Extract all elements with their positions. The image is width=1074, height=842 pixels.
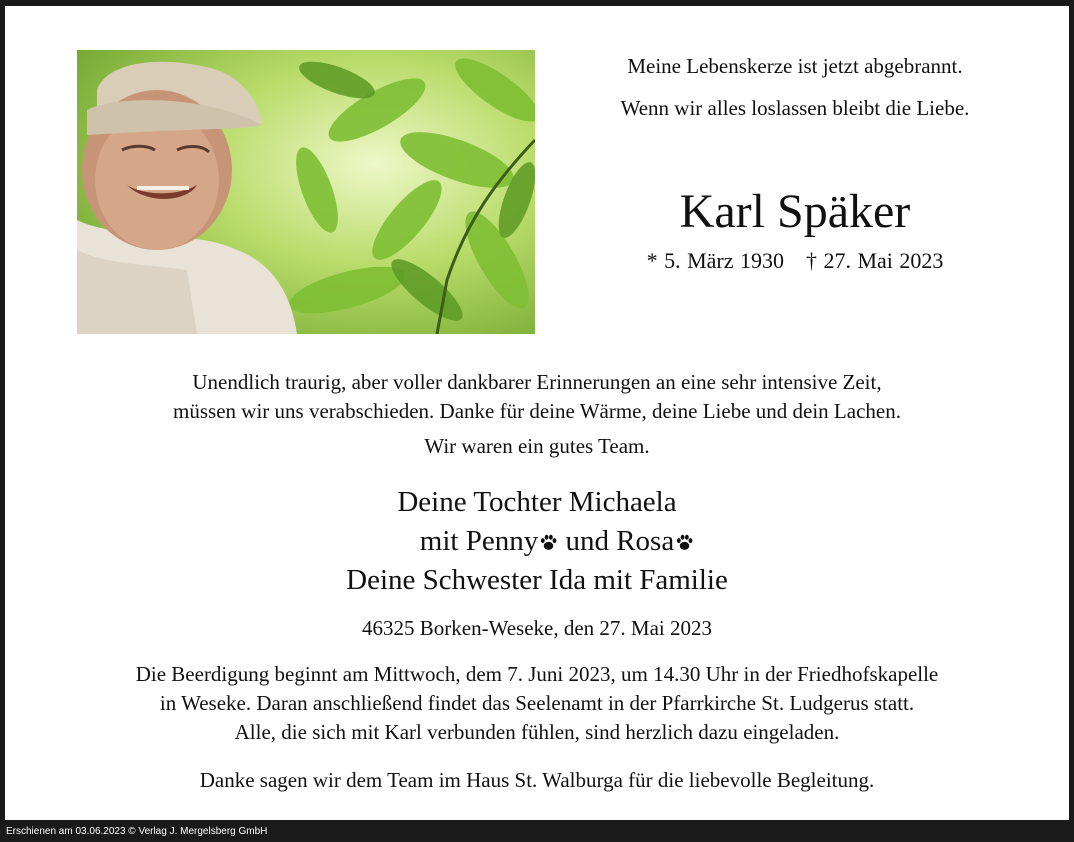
signature-sister: Deine Schwester Ida mit Familie xyxy=(346,564,728,596)
signature-pet-penny: mit Penny xyxy=(419,525,539,557)
publication-footer: Erschienen am 03.06.2023 © Verlag J. Mergelsberg GmbH xyxy=(6,826,268,837)
obituary-card xyxy=(5,6,1069,820)
paw-icon xyxy=(675,533,694,552)
paw-icon xyxy=(539,533,558,552)
burial-info xyxy=(5,660,1069,747)
death-date: † 27. Mai 2023 xyxy=(805,248,944,273)
message xyxy=(5,368,1069,426)
signature-pet-rosa: und Rosa xyxy=(558,525,675,557)
place-date: 46325 Borken-Weseke, den 27. Mai 2023 xyxy=(362,616,712,640)
birth-date: * 5. März 1930 xyxy=(646,248,784,273)
verse-line-1: Meine Lebenskerze ist jetzt abgebrannt. xyxy=(627,54,963,78)
team-line: Wir waren ein gutes Team. xyxy=(424,434,650,458)
burial-line-2: in Weseke. Daran anschließend findet das Seelenamt in der Pfarrkirche St. Ludgerus statt. xyxy=(159,691,915,715)
burial-line-3: Alle, die sich mit Karl verbunden fühlen, sind herzlich dazu eingeladen. xyxy=(234,720,840,744)
signature-daughter: Deine Tochter Michaela xyxy=(397,486,677,518)
thanks-line: Danke sagen wir dem Team im Haus St. Walburga für die liebevolle Begleitung. xyxy=(199,768,875,792)
signature-pets xyxy=(5,522,1074,561)
portrait-photo xyxy=(77,50,535,334)
deceased-name: Karl Späker xyxy=(679,185,911,238)
life-dates xyxy=(565,248,1025,274)
burial-line-1: Die Beerdigung beginnt am Mittwoch, dem 7. Juni 2023, um 14.30 Uhr in der Friedhofskapelle xyxy=(135,662,939,686)
verse-line-2: Wenn wir alles loslassen bleibt die Liebe. xyxy=(620,96,970,120)
message-line-1: Unendlich traurig, aber voller dankbarer Erinnerungen an eine sehr intensive Zeit, xyxy=(192,370,882,394)
message-line-2: müssen wir uns verabschieden. Danke für deine Wärme, deine Liebe und dein Lachen. xyxy=(173,399,901,423)
